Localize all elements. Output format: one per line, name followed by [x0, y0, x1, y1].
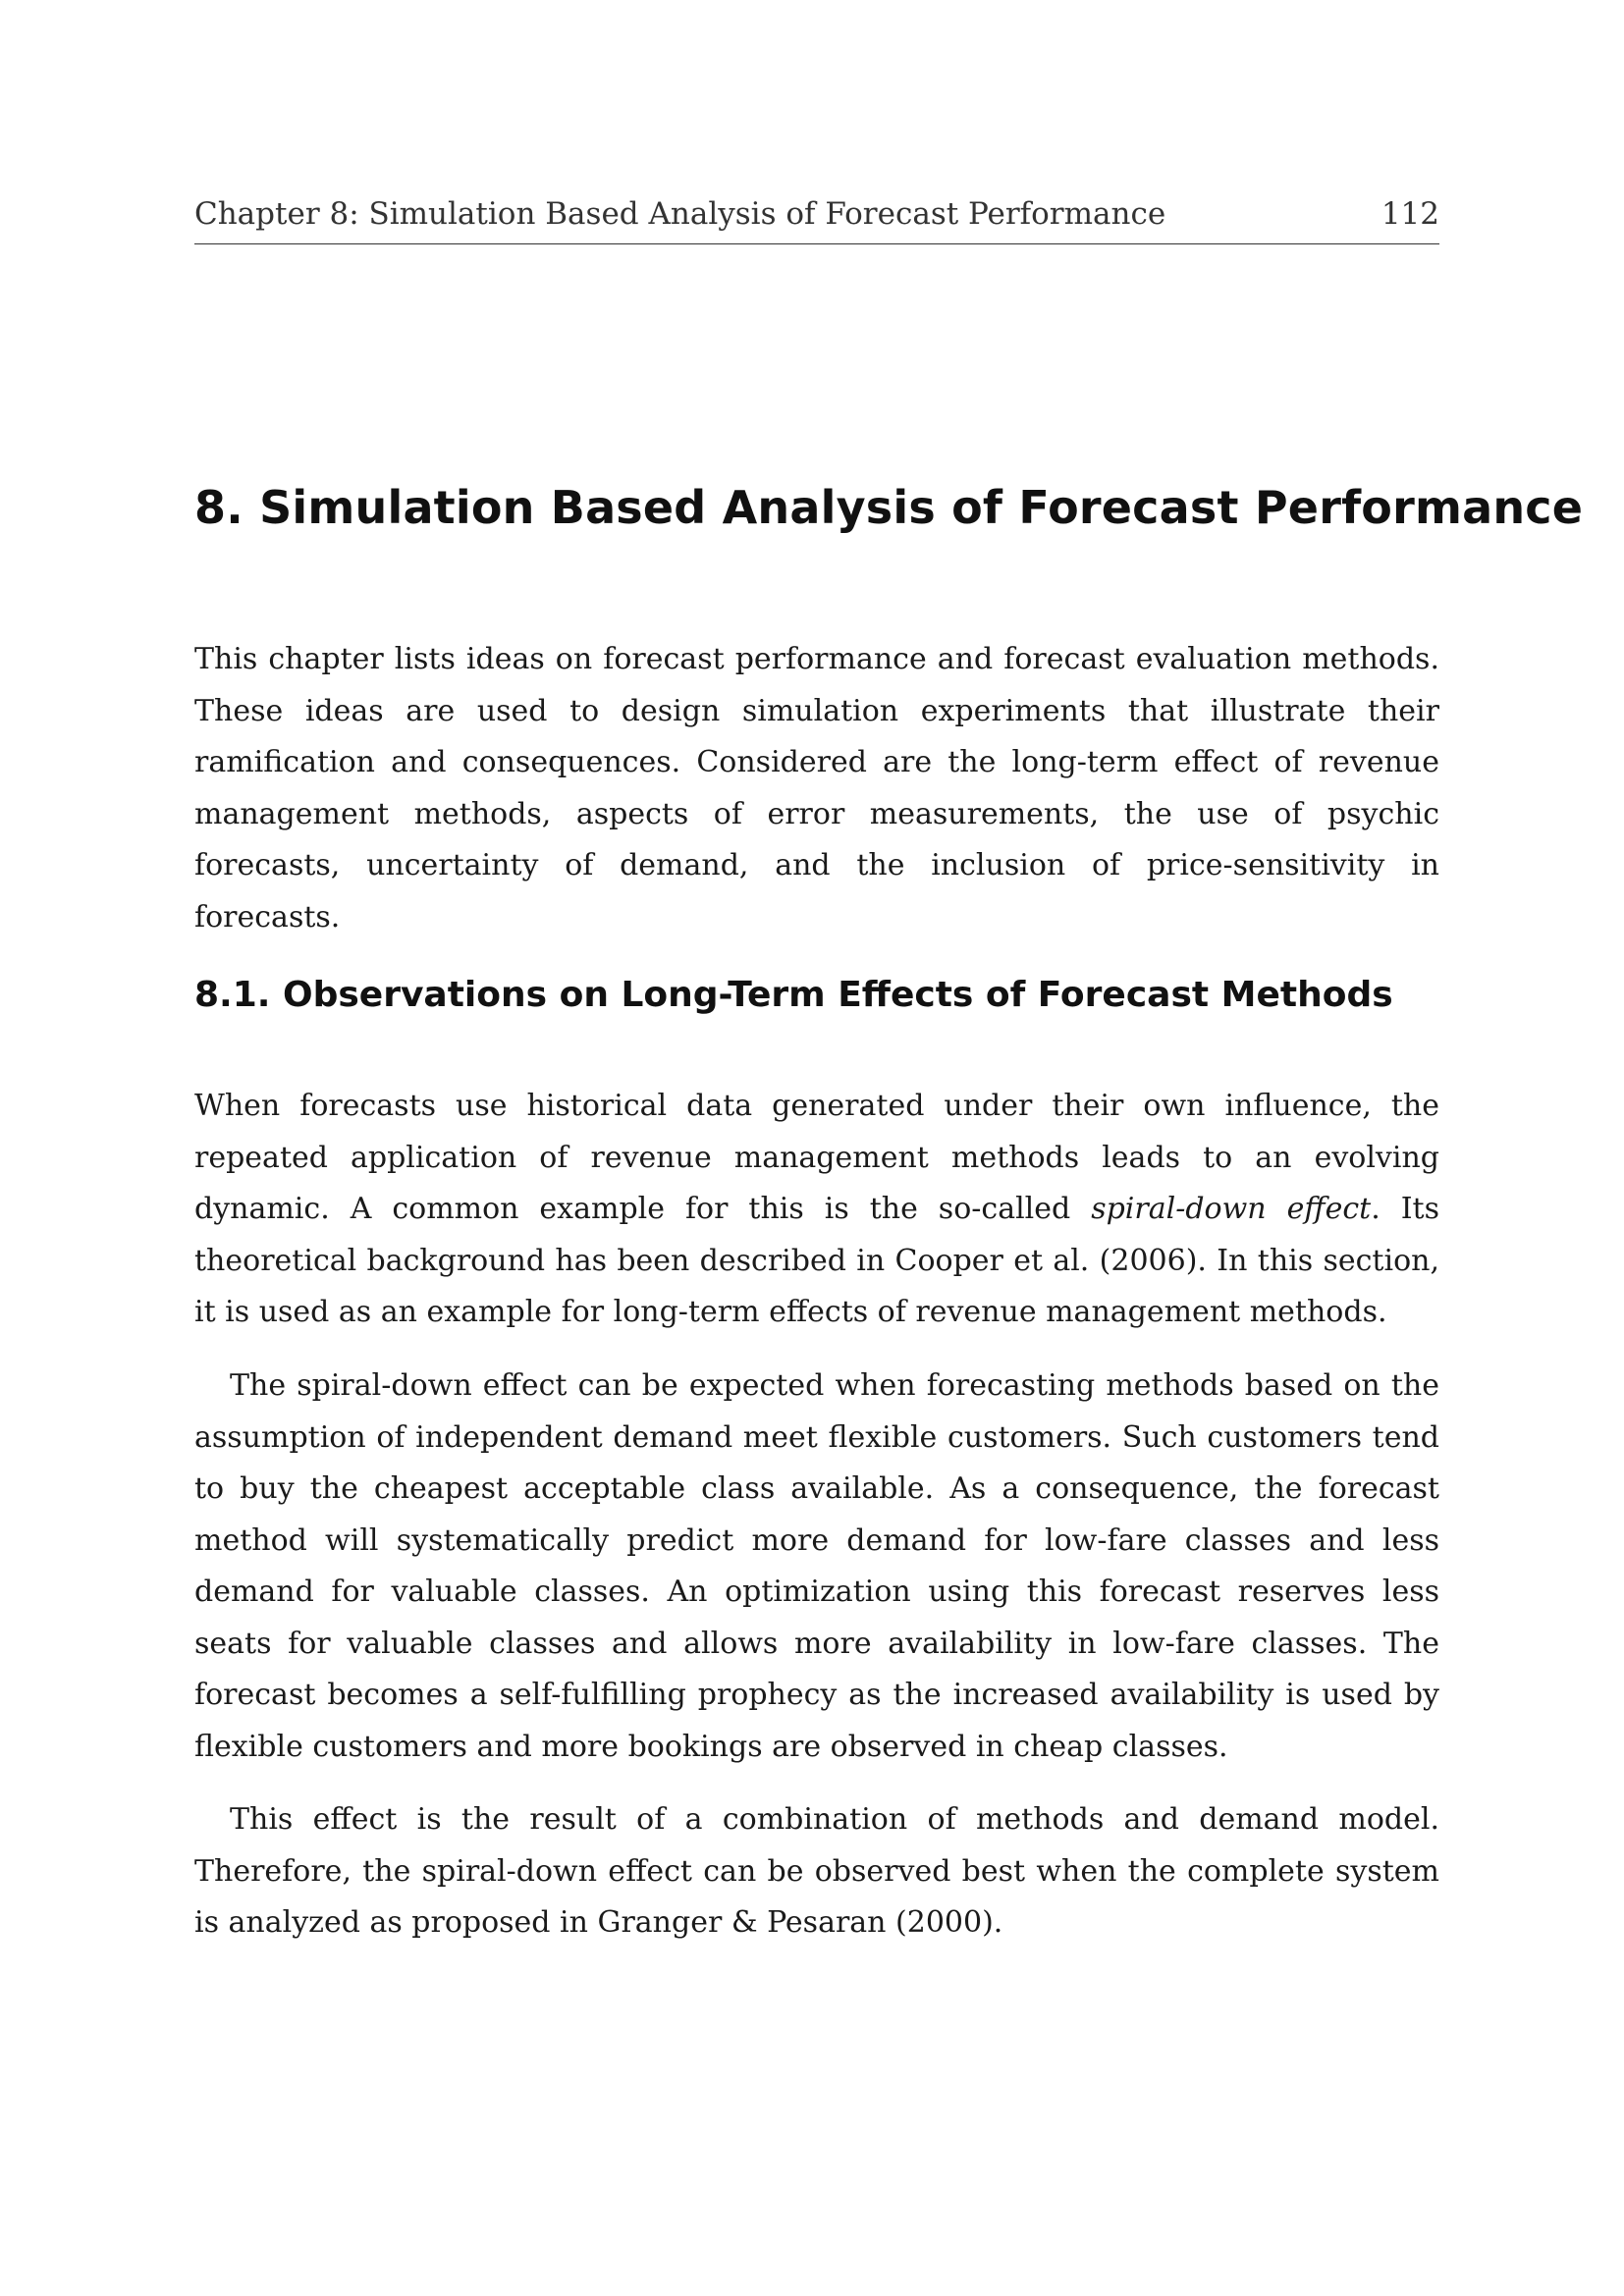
section-paragraph-1	[194, 1081, 1439, 1339]
running-header	[194, 196, 1439, 244]
spiral-down-effect-term: spiral-down effect	[1091, 1192, 1372, 1226]
paragraph-1-text-start: When forecasts use historical data generated under their own influence, the repeated application of revenue management methods leads to an evolving dynamic. A common example for this is the so-called	[194, 1089, 1439, 1226]
chapter-intro-paragraph: This chapter lists ideas on forecast performance and forecast evaluation methods. These ideas are used to design simulation experiments that illustrate their ramification and consequences. Considered are the long-term effect of revenue management methods, aspects of error measurements, the use of psychic forecasts, uncertainty of demand, and the inclusion of price-sensitivity in forecasts.	[194, 642, 1439, 934]
page-number: 112	[1380, 196, 1439, 232]
section-title: 8.1. Observations on Long-Term Effects of Forecast Methods	[194, 975, 1393, 1015]
paragraph-1-text-end: . Its theoretical background has been described in Cooper et al. (2006). In this section, it is used as an example for long-term effects of revenue management methods.	[194, 1192, 1440, 1329]
running-title: Chapter 8: Simulation Based Analysis of Forecast Performance	[194, 196, 1166, 232]
section-paragraph-3: This effect is the result of a combination of methods and demand model. Therefore, the spiral-down effect can be observed best when the complete system is analyzed as proposed in Granger & Pesaran (2000).	[194, 1802, 1439, 1940]
section-paragraph-2: The spiral-down effect can be expected when forecasting methods based on the assumption of independent demand meet flexible customers. Such customers tend to buy the cheapest acceptable class available. As a consequence, the forecast method will systematically predict more demand for low-fare classes and less demand for valuable classes. An optimization using this forecast reserves less seats for valuable classes and allows more availability in low-fare classes. The forecast becomes a self-fulfilling prophecy as the increased availability is used by flexible customers and more bookings are observed in cheap classes.	[194, 1368, 1439, 1764]
chapter-title: 8. Simulation Based Analysis of Forecast Performance	[194, 481, 1584, 534]
